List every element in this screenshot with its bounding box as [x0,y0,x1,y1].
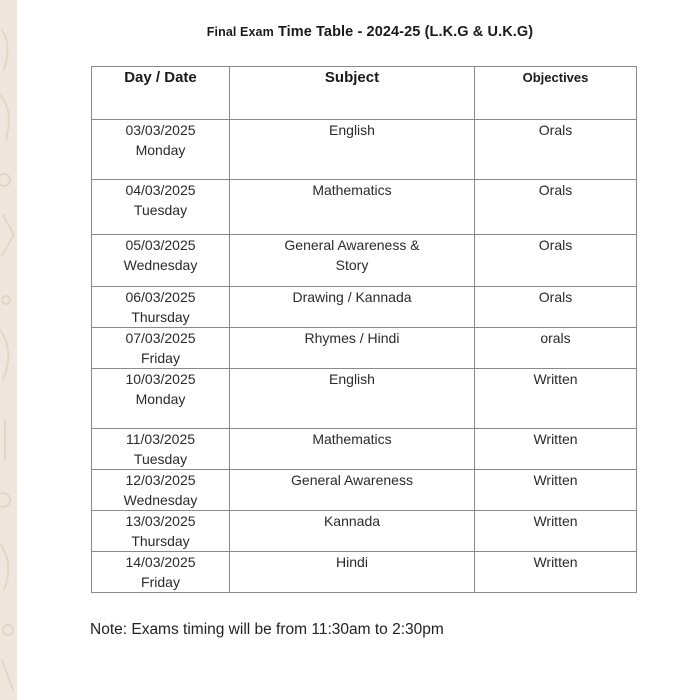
timetable [91,66,637,593]
date-cell [92,511,230,552]
subject-text: Drawing / Kannada [292,289,412,305]
title-prefix: Final Exam [206,25,274,39]
date-text: 04/03/2025 [125,182,196,198]
day-text: Thursday [131,533,190,549]
day-text: Tuesday [133,202,188,218]
date-cell [92,287,230,328]
date-text: 07/03/2025 [125,330,196,346]
subject-text: Rhymes / Hindi [304,330,400,346]
subject-cell [230,120,475,180]
subject-text: General Awareness [291,472,413,488]
date-cell [92,180,230,235]
objective-cell: Written [475,369,637,429]
day-text: Monday [135,142,186,158]
objective-cell: Orals [475,180,637,235]
page-title [0,24,700,40]
subject-cell [230,235,475,287]
date-cell [92,429,230,470]
subject-cell [230,328,475,369]
objective-cell: Written [475,429,637,470]
table-row [92,369,637,429]
subject-cell [230,511,475,552]
table-row [92,470,637,511]
header-date: Day / Date [92,67,230,120]
header-subject: Subject [230,67,475,120]
title-main: Time Table - 2024-25 (L.K.G & U.K.G) [277,24,534,40]
day-text: Wednesday [123,492,198,508]
subject-cell [230,470,475,511]
date-cell [92,235,230,287]
objective-cell: Orals [475,120,637,180]
date-text: 13/03/2025 [125,513,196,529]
table-row [92,235,637,287]
day-text: Monday [135,391,186,407]
subject-text: Mathematics [312,182,392,198]
date-cell [92,120,230,180]
wallpaper-doodle-icon [0,0,17,700]
day-text: Friday [141,350,180,366]
subject-text: Hindi [336,554,368,570]
subject-text: English [329,122,375,138]
day-text: Tuesday [133,451,188,467]
table-row [92,511,637,552]
date-text: 11/03/2025 [125,431,196,447]
table-row [92,120,637,180]
table-row [92,429,637,470]
subject-text: Mathematics [312,431,392,447]
subject-cell [230,180,475,235]
date-cell [92,369,230,429]
day-text: Thursday [131,309,190,325]
objective-cell: Written [475,552,637,593]
subject-cell [230,287,475,328]
subject-text-line2: Story [335,257,369,273]
day-text: Friday [141,574,180,590]
date-text: 14/03/2025 [125,554,196,570]
table-row [92,328,637,369]
date-text: 12/03/2025 [125,472,196,488]
subject-text: Kannada [323,513,381,529]
subject-cell [230,429,475,470]
objective-cell: Written [475,511,637,552]
header-objectives: Objectives [475,67,637,120]
table-row [92,552,637,593]
date-text: 10/03/2025 [125,371,196,387]
objective-cell: orals [475,328,637,369]
day-text: Wednesday [123,257,198,273]
subject-text: General Awareness & [284,237,420,253]
table-row [92,180,637,235]
subject-cell [230,369,475,429]
date-cell [92,470,230,511]
subject-cell [230,552,475,593]
objective-cell: Orals [475,287,637,328]
objective-cell: Orals [475,235,637,287]
date-text: 03/03/2025 [125,122,196,138]
table-row [92,287,637,328]
objective-cell: Written [475,470,637,511]
header-row [92,67,637,120]
date-cell [92,328,230,369]
date-text: 05/03/2025 [125,237,196,253]
subject-text: English [329,371,375,387]
chat-wallpaper [0,0,17,700]
date-text: 06/03/2025 [125,289,196,305]
timing-note: Note: Exams timing will be from 11:30am to 2:30pm [90,621,444,638]
date-cell [92,552,230,593]
